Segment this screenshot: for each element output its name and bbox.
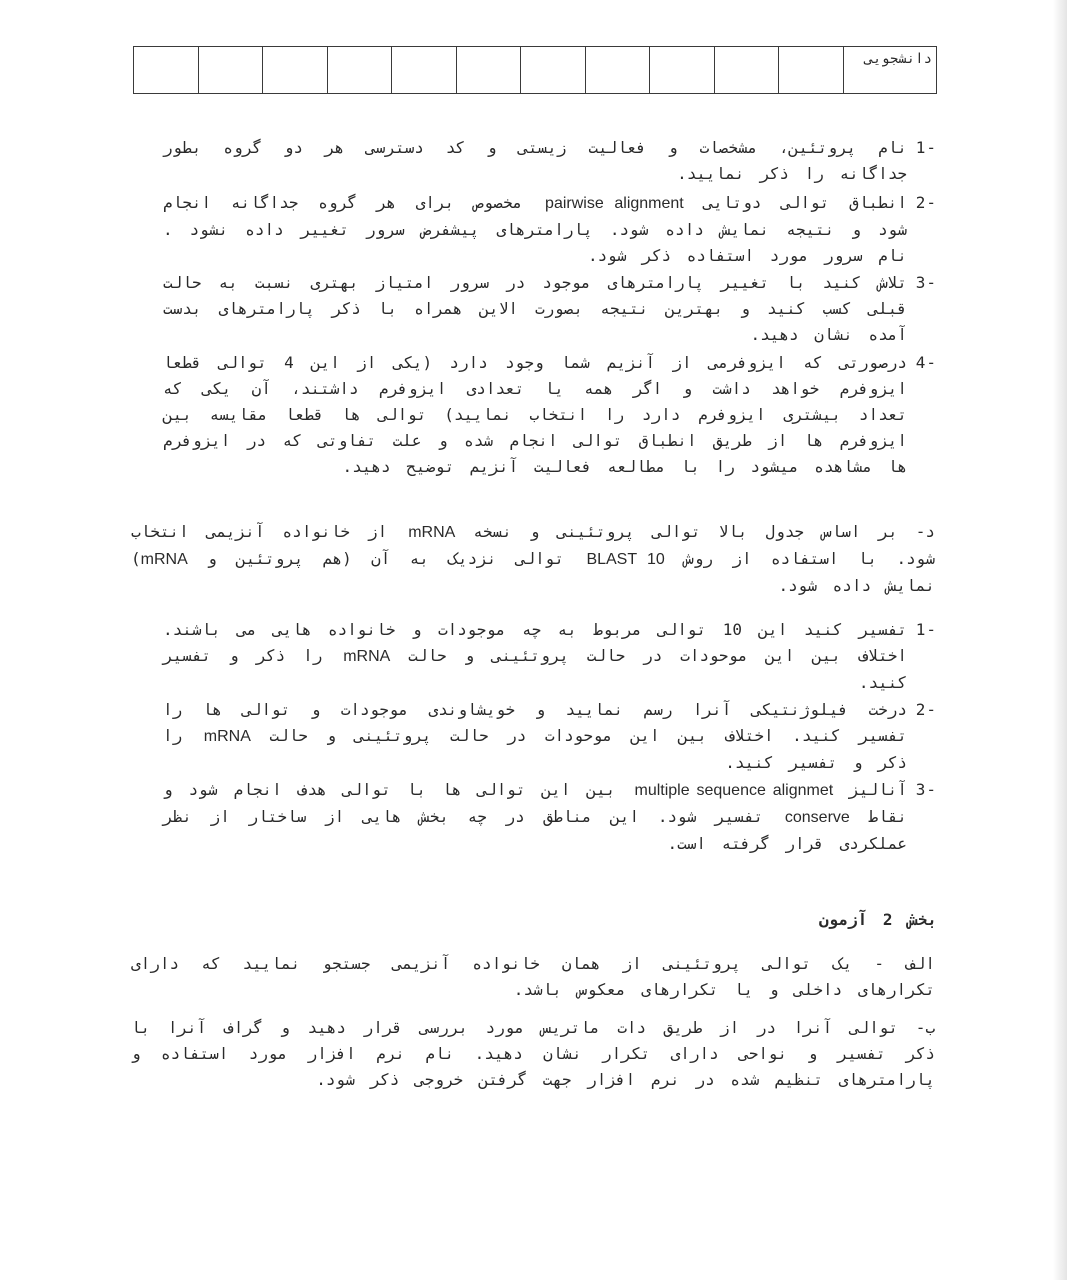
item-number: 1- [915, 620, 937, 639]
item-latin-term: mRNA [203, 728, 251, 745]
table-cell [263, 47, 328, 94]
item-latin-term: multiple sequence alignmet [634, 782, 834, 799]
table-cell [714, 47, 779, 94]
section-d-paragraph [131, 519, 935, 599]
item-number: 4- [915, 353, 937, 372]
section2-item-3 [163, 777, 907, 857]
table-cell [198, 47, 263, 94]
table-cell [521, 47, 586, 94]
item-text: درصورتی که ایزوفرمی از آنزیم شما وجود دارد (یکی از این 4 توالی قطعا ایزوفرم خواهد داشت و اگر همه یا تعدادی ایزوفرم داشتند، آن یکی که تعداد بیشتری ایزوفرم دارد را انتخاب نمایید) توالی ها قطعا مقایسه بین ایزوفرم ها از طریق انطباق توالی انجام شده و علت تفاوتی که در ایزوفرم ها مشاهده میشود را با مطالعه فعالیت آنزیم توضیح دهید. [163, 353, 907, 476]
item-number: 3- [915, 273, 937, 292]
section1-item-4 [163, 350, 907, 480]
section2-item-1 [163, 617, 907, 696]
item-text-post: را ذکر و تفسیر کنید. [163, 726, 907, 772]
latin-term: mRNA [408, 524, 456, 541]
section1-item-2 [163, 190, 907, 269]
student-table [133, 46, 937, 94]
text-pre: د- بر اساس جدول بالا توالی پروتئینی و نسخه [455, 522, 935, 541]
item-text-pre: انطباق توالی دوتایی [683, 193, 907, 212]
item-latin-term: pairwise alignment [545, 195, 684, 212]
item-latin-term: conserve [784, 809, 850, 826]
item-text-pre: تفسیر کنید این 10 توالی مربوط به چه موجودات و خانواده هایی می باشند. اختلاف بین این موحودات در حالت پروتئینی و حالت [163, 620, 908, 665]
item-text: نام پروتئین، مشخصات و فعالیت زیستی و کد دسترسی هر دو گروه بطور جداگانه را ذکر نمایید. [163, 138, 907, 183]
item-number: 2- [915, 700, 937, 719]
item-text-post: مخصوص برای هر گروه جداگانه انجام شود و نتیجه نمایش داده شود. پارامترهای پیشفرض سرور تغییر داده نشود . نام سرور مورد استفاده ذکر شود. [163, 193, 907, 265]
text-post: توالی نزدیک به آن (هم پروتئین و [187, 549, 587, 568]
item-number: 3- [915, 780, 937, 799]
text-mid: از خانواده آنزیمی انتخاب شود. با استفاده از روش [131, 522, 935, 568]
part2-alef-paragraph: الف - یک توالی پروتئینی از همان خانواده آنزیمی جستجو نمایید که دارای تکرارهای داخلی و یا تکرارهای معکوس باشد. [131, 954, 935, 999]
section-heading: بخش 2 آزمون [819, 910, 937, 929]
table-cell [456, 47, 521, 94]
item-text: تلاش کنید با تغییر پارامترهای موجود در سرور امتیاز بهتری نسبت به حالت قبلی کسب کنید و بهترین نتیجه بصورت الاین همراه با ذکر پارامترهای بدست آمده نشان دهید. [163, 273, 907, 344]
table-cell [779, 47, 844, 94]
table-cell [650, 47, 715, 94]
text-end: ) نمایش داده شود. [131, 549, 935, 595]
item-text-pre: آنالیز [833, 780, 908, 799]
table-label-cell: دانشجویی [844, 47, 937, 94]
item-number: 2- [915, 193, 937, 212]
latin-term: BLAST 10 [586, 551, 665, 568]
item-text-post: را ذکر و تفسیر کنید. [163, 646, 907, 692]
table-cell [392, 47, 457, 94]
section1-item-1 [163, 135, 907, 187]
table-row [134, 47, 937, 94]
part2-be-paragraph: ب- توالی آنرا در از طریق دات ماتریس مورد بررسی قرار دهید و گراف آنرا با ذکر تفسیر و نواحی دارای تکرار نشان دهید. نام نرم افزار مورد استفاده و پارامترهای تنظیم شده در نرم افزار جهت گرفتن خروجی ذکر شود. [131, 1018, 935, 1089]
latin-term: mRNA [140, 551, 188, 568]
table-cell [585, 47, 650, 94]
section2-item-2 [163, 697, 907, 776]
table-cell [134, 47, 199, 94]
item-text-post: تفسیر شود. این مناطق در چه بخش هایی از ساختار از نظر عملکردی قرار گرفته است. [163, 807, 907, 853]
item-latin-term: mRNA [343, 648, 391, 665]
page-edge-shadow [1053, 0, 1067, 1280]
item-number: 1- [915, 138, 937, 157]
section1-item-3 [163, 270, 907, 348]
item-text-mid: بین این توالی ها با توالی هدف انجام شود و نقاط [163, 780, 907, 826]
item-text-pre: درخت فیلوژنتیکی آنرا رسم نمایید و خویشاوندی موجودات و توالی ها را تفسیر کنید. اختلاف بین این موحودات در حالت پروتئینی و حالت [163, 700, 908, 745]
table-cell [327, 47, 392, 94]
